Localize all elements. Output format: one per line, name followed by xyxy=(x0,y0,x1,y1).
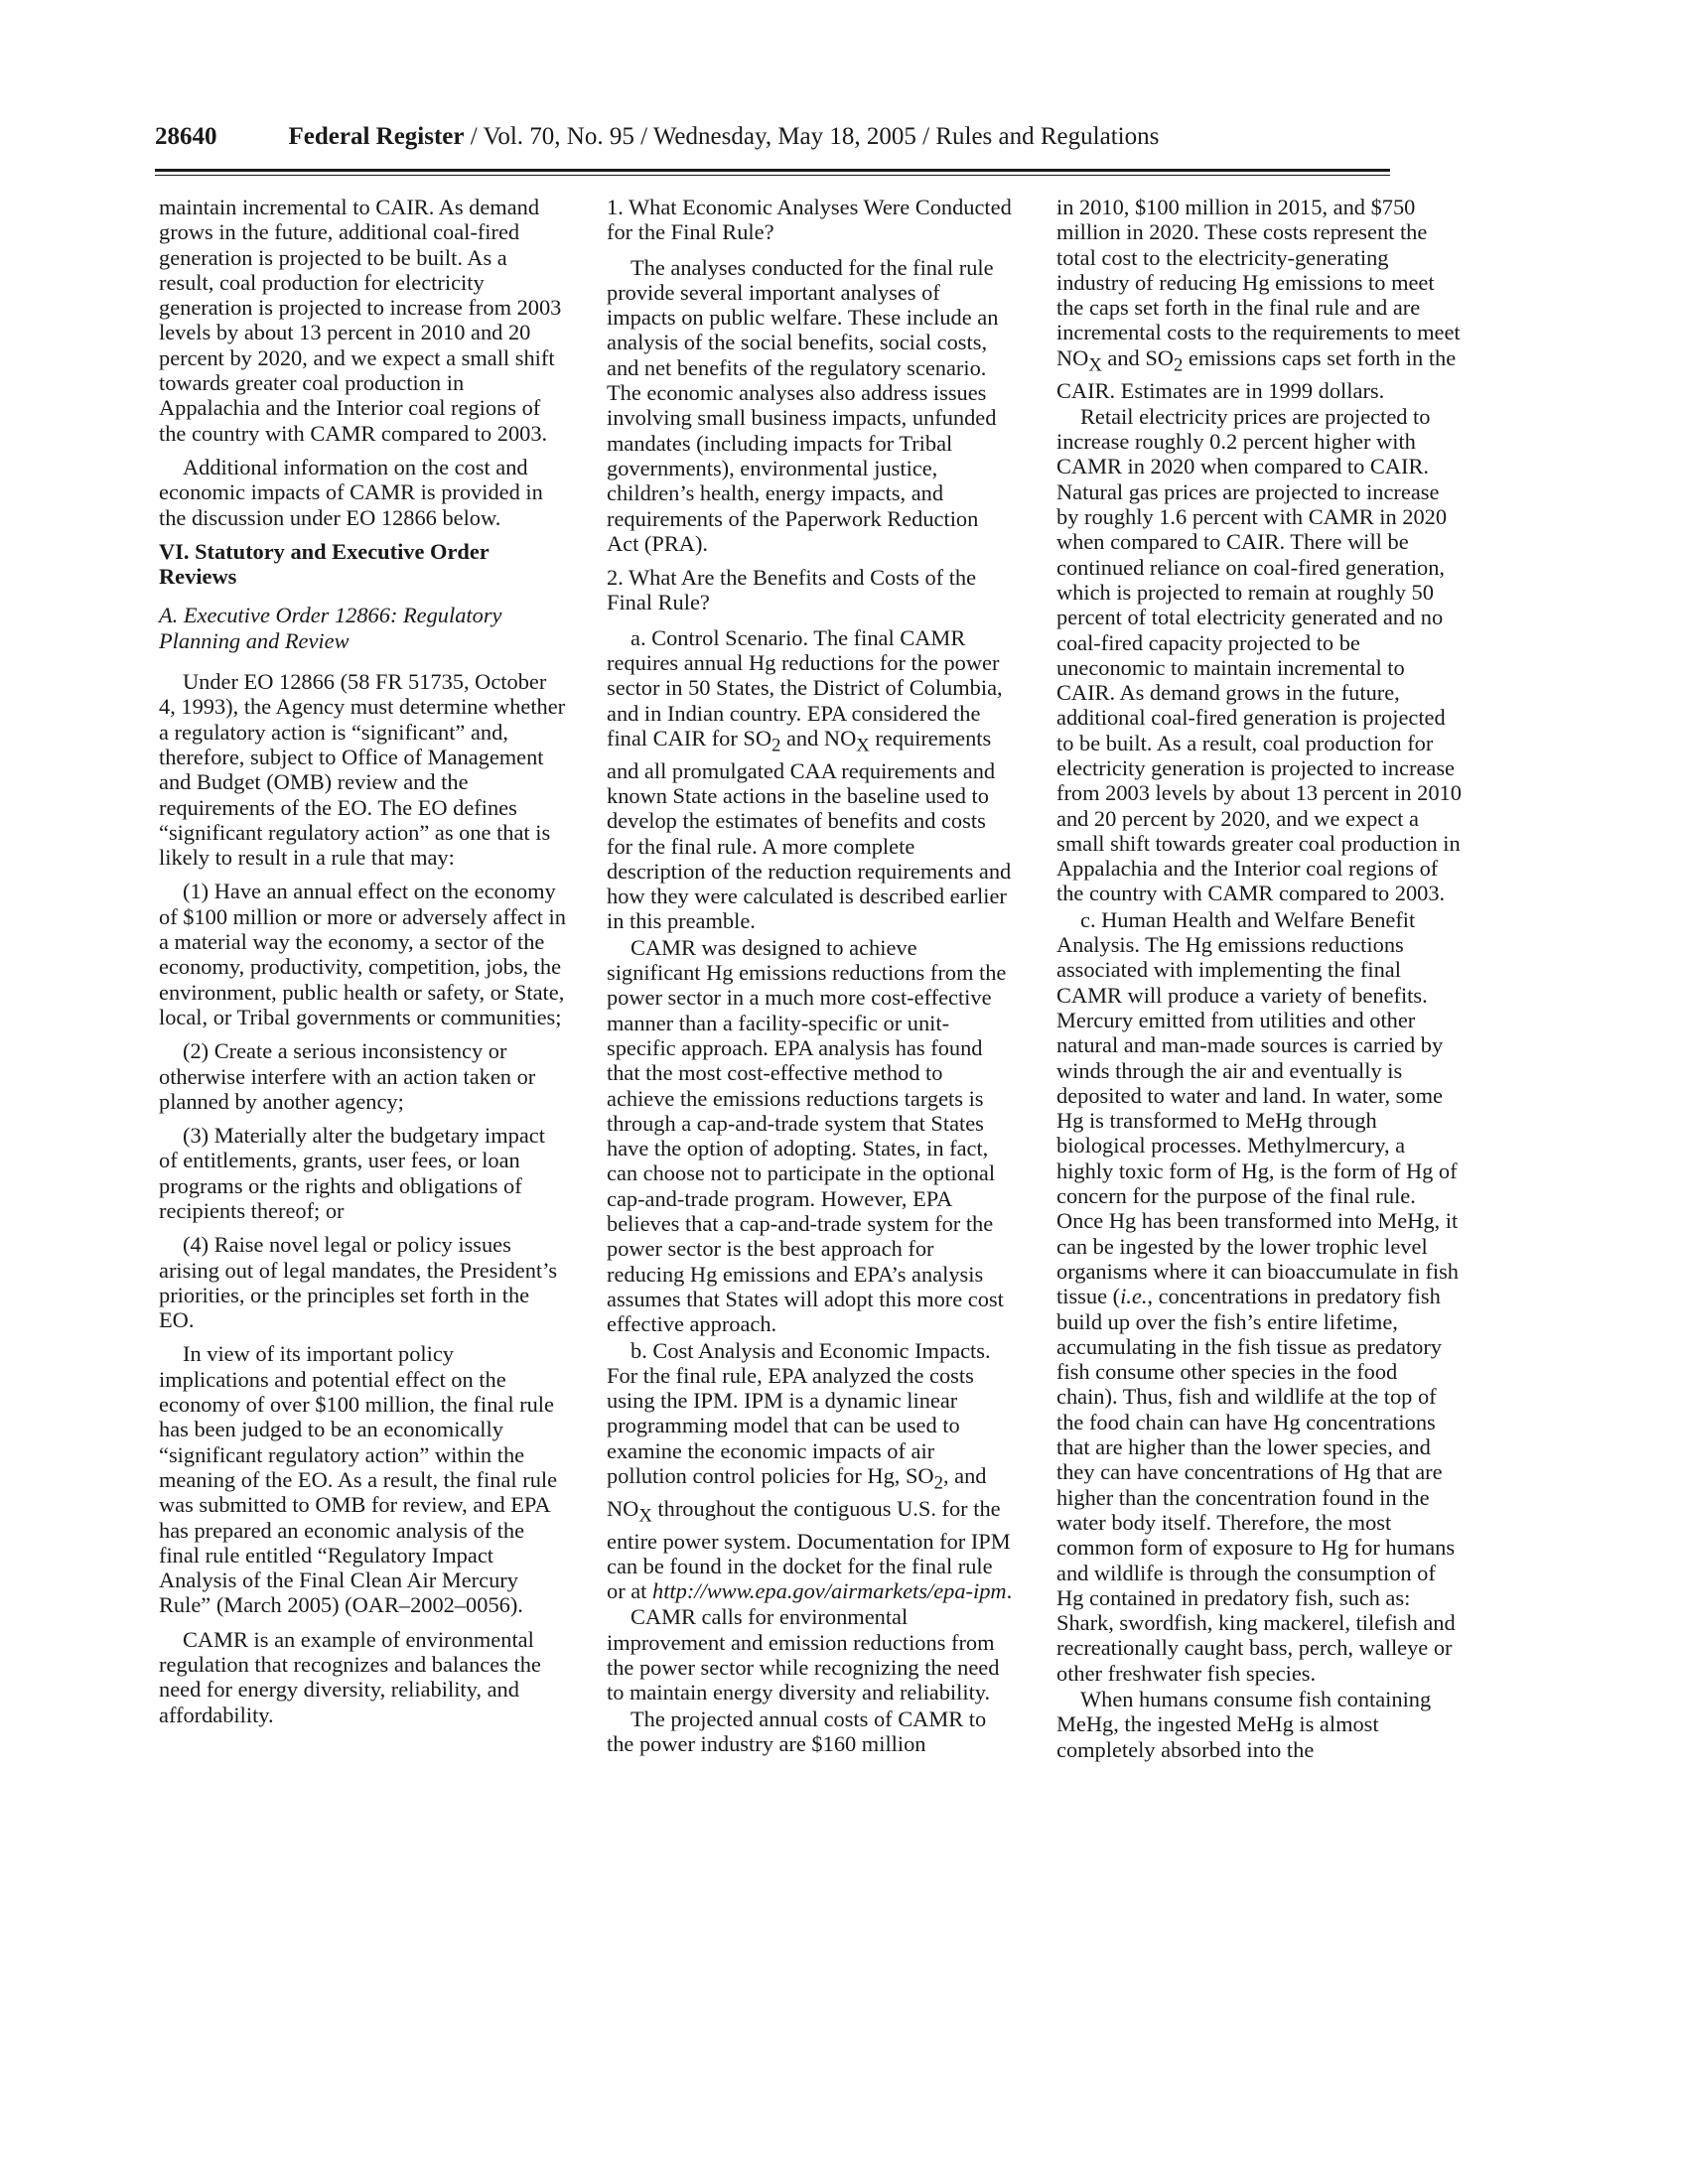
column-2 xyxy=(607,195,1014,1757)
paragraph: The projected annual costs of CAMR to the power industry are $160 million xyxy=(607,1706,987,1756)
section-heading: VI. Statutory and Executive Order Reviews xyxy=(159,538,490,590)
paragraph: When humans consume fish containing MeHg, the ingested MeHg is almost completely absorbed into the xyxy=(1056,1686,1432,1762)
list-item: (1) Have an annual effect on the economy of $100 million or more or adversely affect in a material way the economy, a sector of the economy, productivity, competition, jobs, the environment, public health or safety, or State, local, or Tribal governments or communities; xyxy=(159,879,566,1029)
header-rule-thick xyxy=(155,169,1390,172)
list-item: (4) Raise novel legal or policy issues arising out of legal mandates, the President’s priorities, or the principles set forth in the EO. xyxy=(159,1232,558,1333)
paragraph: CAMR calls for environmental improvement and emission reductions from the power sector while recognizing the need to maintain energy diversity and reliability. xyxy=(607,1604,1000,1706)
paragraph: CAMR is an example of environmental regulation that recognizes and balances the need for energy diversity, reliability, and affordability. xyxy=(159,1626,541,1727)
list-item: (2) Create a serious inconsistency or otherwise interfere with an action taken or planned by another agency; xyxy=(159,1038,536,1114)
journal-title: Federal Register xyxy=(288,123,465,150)
issue-info: / Vol. 70, No. 95 / Wednesday, May 18, 2005 / Rules and Regulations xyxy=(464,123,1160,150)
paragraph: Under EO 12866 (58 FR 51735, October 4, 1993), the Agency must determine whether a regulatory action is “significant” and, therefore, subject to Office of Management and Budget (OMB) review and the requirements of the EO. The EO defines “significant regulatory action” as one that is likely to result in a rule that may: xyxy=(159,669,566,871)
paragraph: a. Control Scenario. The final CAMR requires annual Hg reductions for the power sector in 50 States, the District of Columbia, and in Indian country. EPA considered the final CAIR for $SO_2$ and $NO_X$ requirements and all promulgated CAA requirements and known State actions in the baseline used to develop the estimates of benefits and costs for the final rule. A more complete description of the reduction requirements and how they were calculated is described earlier in this preamble. xyxy=(607,624,1012,934)
paragraph: In view of its important policy implications and potential effect on the economy of over $100 million, the final rule has been judged to be an economically “significant regulatory action” within the meaning of the EO. As a result, the final rule was submitted to OMB for review, and EPA has prepared an economic analysis of the final rule entitled “Regulatory Impact Analysis of the Final Clean Air Mercury Rule” (March 2005) (OAR–2002–0056). xyxy=(159,1341,558,1618)
paragraph: in 2010, $100 million in 2015, and $750 million in 2020. These costs represent the total cost to the electricity-generating industry of reducing Hg emissions to meet the caps set forth in the final rule and are incremental costs to the requirements to meet $NO_X$ and $SO_2$ emissions caps set forth in the CAIR. Estimates are in 1999 dollars. xyxy=(1056,195,1461,403)
paragraph: Additional information on the cost and economic impacts of CAMR is provided in the discussion under EO 12866 below. xyxy=(159,454,543,530)
page-number: 28640 xyxy=(155,123,217,150)
paragraph: CAMR was designed to achieve significant Hg emissions reductions from the power sector in a much more cost-effective manner than a facility-specific or unit-specific approach. EPA analysis has found that the most cost-effective method to achieve the emissions reductions targets is through a cap-and-trade system that States have the option of adopting. States, in fact, can choose not to participate in the optional cap-and-trade program. However, EPA believes that a cap-and-trade system for the power sector is the best approach for reducing Hg emissions and EPA’s analysis assumes that States will adopt this more cost effective approach. xyxy=(607,934,1007,1337)
paragraph: c. Human Health and Welfare Benefit Analysis. The Hg emissions reductions associated with implementing the final CAMR will produce a variety of benefits. Mercury emitted from utilities and other natural and man-made sources is carried by winds through the air and eventually is deposited to water and land. In water, some Hg is transformed to MeHg through biological processes. Methylmercury, a highly toxic form of Hg, is the form of Hg of concern for the purpose of the final rule. Once Hg has been transformed into MeHg, it can be ingested by the lower trophic level organisms where it can bioaccumulate in fish tissue (i.e., concentrations in predatory fish build up over the fish’s entire lifetime, accumulating in the fish tissue as predatory fish consume other species in the food chain). Thus, fish and wildlife at the top of the food chain can have Hg concentrations that are higher than the lower species, and they can have concentrations of Hg that are higher than the concentration found in the water body itself. Therefore, the most common form of exposure to Hg for humans and wildlife is through the consumption of Hg contained in predatory fish, such as: Shark, swordfish, king mackerel, tilefish and recreationally caught bass, perch, walleye or other freshwater fish species. xyxy=(1056,906,1459,1686)
paragraph: The analyses conducted for the final rule provide several important analyses of impacts on public welfare. These include an analysis of the social benefits, social costs, and net benefits of the regulatory scenario. The economic analyses also address issues involving small business impacts, unfunded mandates (including impacts for Tribal governments), environmental justice, children’s health, energy impacts, and requirements of the Paperwork Reduction Act (PRA). xyxy=(607,254,999,556)
question-heading: 2. What Are the Benefits and Costs of the Final Rule? xyxy=(607,565,977,615)
list-item: (3) Materially alter the budgetary impact of entitlements, grants, user fees, or loan programs or the rights and obligations of recipients thereof; or xyxy=(159,1123,545,1223)
paragraph: Retail electricity prices are projected to increase roughly 0.2 percent higher with CAMR in 2020 when compared to CAIR. Natural gas prices are projected to increase by roughly 1.6 percent with CAMR in 2020 when compared to CAIR. There will be continued reliance on coal-fired generation, which is projected to remain at roughly 50 percent of total electricity generated and no coal-fired capacity projected to be uneconomic to maintain incremental to CAIR. As demand grows in the future, additional coal-fired generation is projected to be built. As a result, coal production for electricity generation is projected to increase from 2003 levels by about 13 percent in 2010 and 20 percent by 2020, and we expect a small shift towards greater coal production in Appalachia and the Interior coal regions of the country with CAMR compared to 2003. xyxy=(1056,403,1462,906)
column-1 xyxy=(159,195,566,1736)
column-3 xyxy=(1056,195,1464,1763)
ipm-link: http://www.epa.gov/airmarkets/epa-ipm xyxy=(652,1578,1007,1604)
header-rule-thin xyxy=(155,175,1390,176)
subsection-heading: A. Executive Order 12866: Regulatory Planning and Review xyxy=(159,603,502,653)
question-heading: 1. What Economic Analyses Were Conducted for the Final Rule? xyxy=(607,195,1012,245)
paragraph: maintain incremental to CAIR. As demand grows in the future, additional coal-fired generation is projected to be built. As a result, coal production for electricity generation is projected to increase from 2003 levels by about 13 percent in 2010 and 20 percent by 2020, and we expect a small shift towards greater coal production in Appalachia and the Interior coal regions of the country with CAMR compared to 2003. xyxy=(159,195,562,446)
paragraph: b. Cost Analysis and Economic Impacts. For the final rule, EPA analyzed the costs using the IPM. IPM is a dynamic linear programming model that can be used to examine the economic impacts of air pollution control policies for Hg, $SO_2$, and $NO_X$ throughout the contiguous U.S. for the entire power system. Documentation for IPM can be found in the docket for the final rule or at http://www.epa.gov/airmarkets/epa-ipm. xyxy=(607,1337,1013,1604)
page-header xyxy=(155,123,1390,151)
